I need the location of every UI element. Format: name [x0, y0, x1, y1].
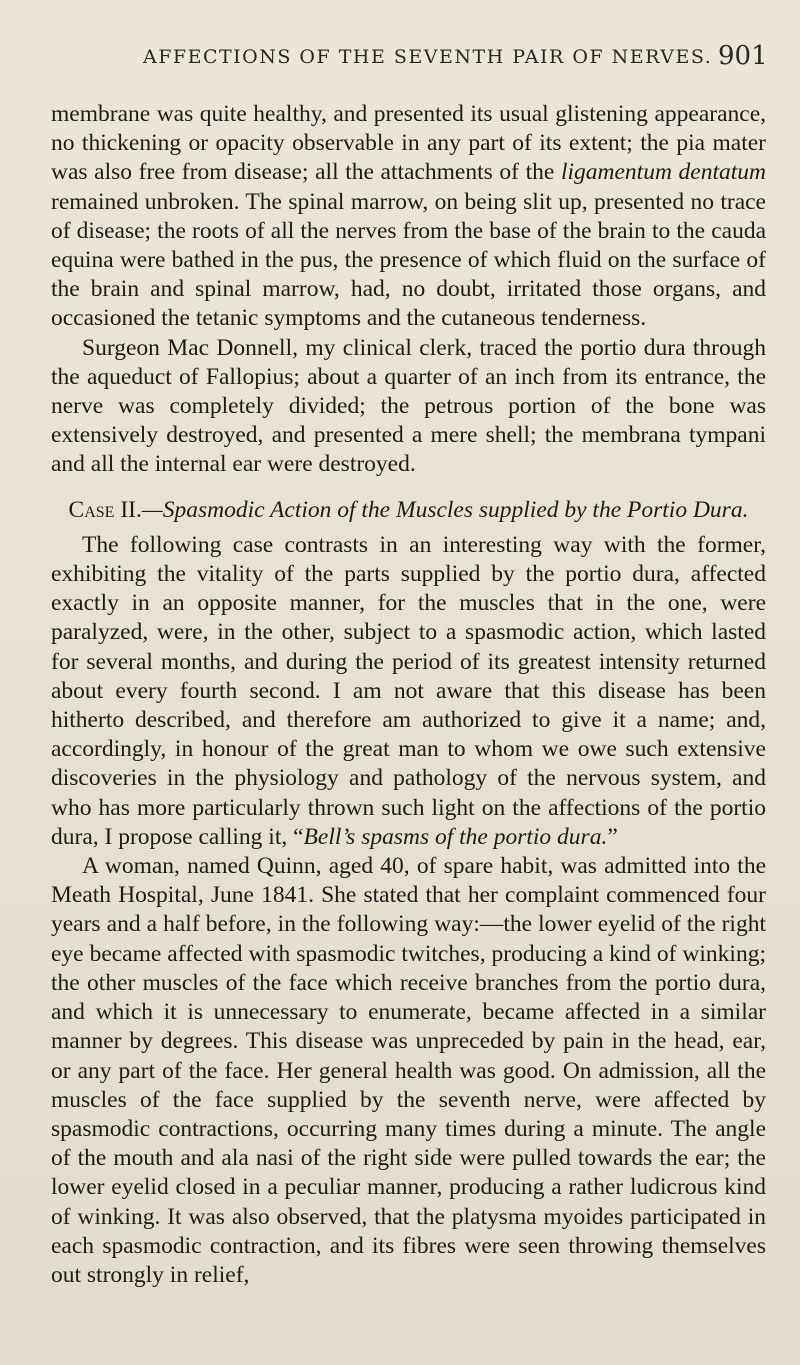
- case-heading: [51, 496, 766, 525]
- paragraph-4: A woman, named Quinn, aged 40, of spare habit, was admitted into the Meath Hospital, June 1841. She stated that her complaint commenced four years and a half before, in the following way:—the lower eyelid of the right eye became affected with spasmodic twitches, producing a kind of winking; the other muscles of the face which receive branches from the portio dura, and which it is unnecessary to enumerate, became affected in a similar manner by degrees. This disease was unpreceded by pain in the head, ear, or any part of the face. Her general health was good. On admission, all the muscles of the face supplied by the seventh nerve, were affected by spasmodic contractions, occurring many times during a minute. The angle of the mouth and ala nasi of the right side were pulled towards the ear; the lower eyelid closed in a peculiar manner, producing a rather ludicrous kind of winking. It was also observed, that the platysma myoides participated in each spasmodic contraction, and its fibres were seen throwing themselves out strongly in relief,: [51, 853, 766, 1288]
- body-text: [51, 100, 766, 1290]
- case-label: Case II.: [68, 496, 142, 523]
- paragraph-1-text-a: membrane was quite healthy, and presented its usual glistening appearance, no thickening or opacity observable in any part of its extent; the pia mater was also free from disease; all the attachments of the: [51, 101, 766, 186]
- paragraph-1: [51, 100, 766, 334]
- paragraph-3-italic: Bell’s spasms of the portio dura.: [303, 823, 608, 850]
- page-number: 901: [718, 41, 768, 71]
- paragraph-3-text-c: ”: [607, 823, 618, 850]
- paragraph-2: Surgeon Mac Donnell, my clinical clerk, traced the portio dura through the aqueduct of Fallopius; about a quarter of an inch from its entrance, the nerve was completely divided; the petrous portion of the bone was extensively destroyed, and presented a mere shell; the membrana tympani and all the internal ear were destroyed.: [51, 334, 766, 478]
- paragraph-3-text-a: The following case contrasts in an interesting way with the former, exhibiting the vitality of the parts supplied by the portio dura, affected exactly in an opposite manner, for the muscles that in the one, were paralyzed, were, in the other, subject to a spasmodic action, which lasted for several months, and during the period of its greatest intensity returned about every fourth second. I am not aware that this disease has been hitherto described, and therefore am authorized to give it a name; and, accordingly, in honour of the great man to whom we owe such extensive discoveries in the physiology and pathology of the nervous system, and who has more particularly thrown such light on the affections of the portio dura, I propose calling it, “: [51, 531, 766, 850]
- running-header: [0, 41, 800, 86]
- running-title: AFFECTIONS OF THE SEVENTH PAIR OF NERVES.: [143, 46, 713, 68]
- paragraph-1-italic: ligamentum dentatum: [560, 159, 766, 186]
- paragraph-1-text-c: remained unbroken. The spinal marrow, on being slit up, presented no trace of disease; the roots of all the nerves from the base of the brain to the cauda equina were bathed in the pus, the presence of which fluid on the surface of the brain and spinal marrow, had, no doubt, irritated those organs, and occasioned the tetanic symptoms and the cutaneous tenderness.: [51, 188, 766, 332]
- paragraph-3: [51, 531, 766, 852]
- case-title: —Spasmodic Action of the Muscles supplied by the Portio Dura.: [141, 496, 749, 523]
